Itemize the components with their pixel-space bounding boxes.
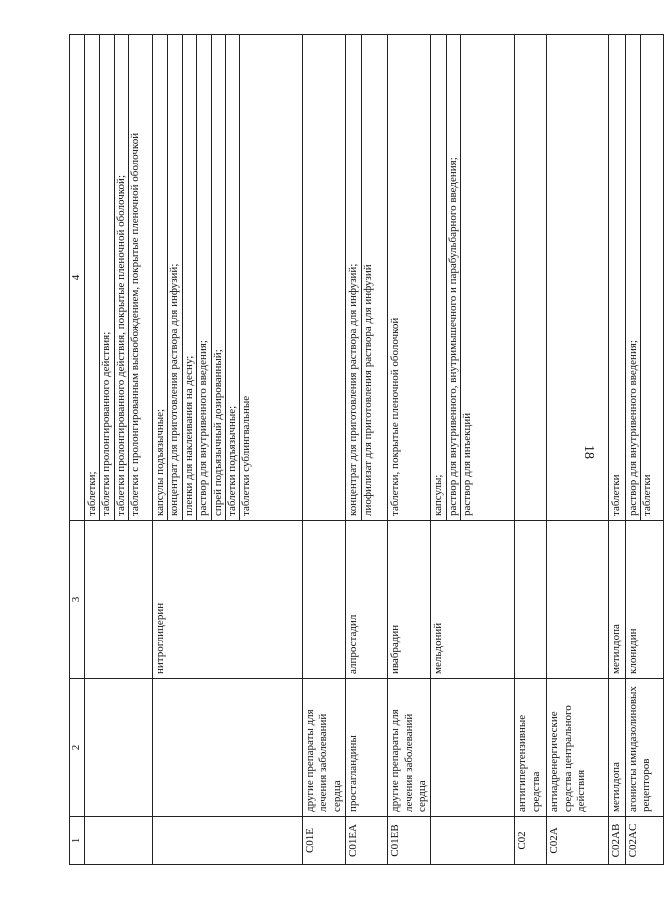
- inn-cell: [303, 521, 346, 679]
- atc-code-cell: [153, 817, 303, 865]
- dosage-form-line: раствор для внутривенного, внутримышечного и парабульбарного введения;: [446, 35, 460, 520]
- atc-code-cell: C02A: [547, 817, 609, 865]
- dosage-form-line: капсулы подъязычные;: [154, 408, 166, 516]
- inn-cell: [515, 521, 547, 679]
- atc-code-cell: C02AC: [625, 817, 663, 865]
- atc-code-cell: C01EA: [346, 817, 388, 865]
- inn-cell: нитроглицерин: [153, 521, 303, 679]
- dosage-form-line: спрей подъязычный дозированный;: [211, 35, 225, 520]
- header-col-4: 4: [70, 35, 85, 521]
- atc-code-cell: [85, 817, 153, 865]
- table-row: [625, 35, 663, 865]
- inn-cell: мельдоний: [431, 521, 515, 679]
- group-name-cell: [153, 679, 303, 817]
- table-header-row: [70, 35, 85, 865]
- group-name-cell: агонисты имидазолиновых рецепторов: [625, 679, 663, 817]
- group-name-cell: антиадренергические средства центрального действия: [547, 679, 609, 817]
- dosage-form-line: раствор для внутривенного введения;: [196, 35, 210, 520]
- dosage-forms-cell: [153, 35, 303, 521]
- table-row: [515, 35, 547, 865]
- table-body: [85, 35, 664, 865]
- header-col-1: 1: [70, 817, 85, 865]
- table-row: [431, 35, 515, 865]
- inn-cell: ивабрадин: [388, 521, 431, 679]
- table-row: [346, 35, 388, 865]
- dosage-form-line: таблетки;: [86, 471, 98, 516]
- table-row: [547, 35, 609, 865]
- dosage-form-line: таблетки, покрытые пленочной оболочкой: [389, 317, 402, 516]
- dosage-form-line: таблетки: [610, 474, 623, 516]
- drug-table: [69, 34, 664, 865]
- group-name-cell: метилдопа: [609, 679, 625, 817]
- inn-cell: [547, 521, 609, 679]
- dosage-forms-cell: [346, 35, 388, 521]
- inn-cell: [85, 521, 153, 679]
- atc-code-cell: C01E: [303, 817, 346, 865]
- dosage-form-line: лиофилизат для приготовления раствора для инфузий: [361, 35, 375, 520]
- dosage-form-line: раствор для внутривенного введения;: [626, 340, 639, 516]
- dosage-form-line: концентрат для приготовления раствора для инфузий;: [347, 263, 360, 516]
- inn-cell: метилдопа: [609, 521, 625, 679]
- group-name-cell: [85, 679, 153, 817]
- dosage-forms-cell: [625, 35, 663, 521]
- header-col-3: 3: [70, 521, 85, 679]
- dosage-form-line: таблетки с пролонгированным высвобождением, покрытые пленочной оболочкой: [128, 35, 142, 520]
- group-name-cell: антигипертензивные средства: [515, 679, 547, 817]
- atc-code-cell: [431, 817, 515, 865]
- group-name-cell: [431, 679, 515, 817]
- dosage-form-line: раствор для инъекций: [460, 35, 474, 520]
- dosage-forms-cell: [609, 35, 625, 521]
- inn-cell: алпростадил: [346, 521, 388, 679]
- dosage-forms-cell: [85, 35, 153, 521]
- group-name-cell: другие препараты для лечения заболеваний сердца: [303, 679, 346, 817]
- table-row: [609, 35, 625, 865]
- inn-cell: клонидин: [625, 521, 663, 679]
- dosage-form-line: таблетки пролонгированного действия;: [99, 35, 113, 520]
- dosage-form-line: таблетки подъязычные;: [225, 35, 239, 520]
- dosage-forms-cell: [431, 35, 515, 521]
- dosage-form-line: таблетки сублингвальные: [239, 35, 253, 520]
- table-row: [388, 35, 431, 865]
- dosage-form-line: концентрат для приготовления раствора для инфузий;: [167, 35, 181, 520]
- dosage-form-line: таблетки пролонгированного действия, покрытые пленочной оболочкой;: [114, 35, 128, 520]
- atc-code-cell: C02: [515, 817, 547, 865]
- header-col-2: 2: [70, 679, 85, 817]
- atc-code-cell: C01EB: [388, 817, 431, 865]
- dosage-form-line: таблетки: [640, 35, 654, 520]
- dosage-forms-cell: [515, 35, 547, 521]
- group-name-cell: простагландины: [346, 679, 388, 817]
- group-name-cell: другие препараты для лечения заболеваний сердца: [388, 679, 431, 817]
- table-row: [303, 35, 346, 865]
- table-row: [153, 35, 303, 865]
- dosage-forms-cell: [388, 35, 431, 521]
- table-row: [85, 35, 153, 865]
- dosage-forms-cell: [303, 35, 346, 521]
- dosage-form-line: пленки для наклеивания на десну;: [182, 35, 196, 520]
- dosage-form-line: капсулы;: [432, 474, 445, 516]
- page-number: 18: [581, 445, 596, 459]
- dosage-forms-cell: [547, 35, 609, 521]
- atc-code-cell: C02AB: [609, 817, 625, 865]
